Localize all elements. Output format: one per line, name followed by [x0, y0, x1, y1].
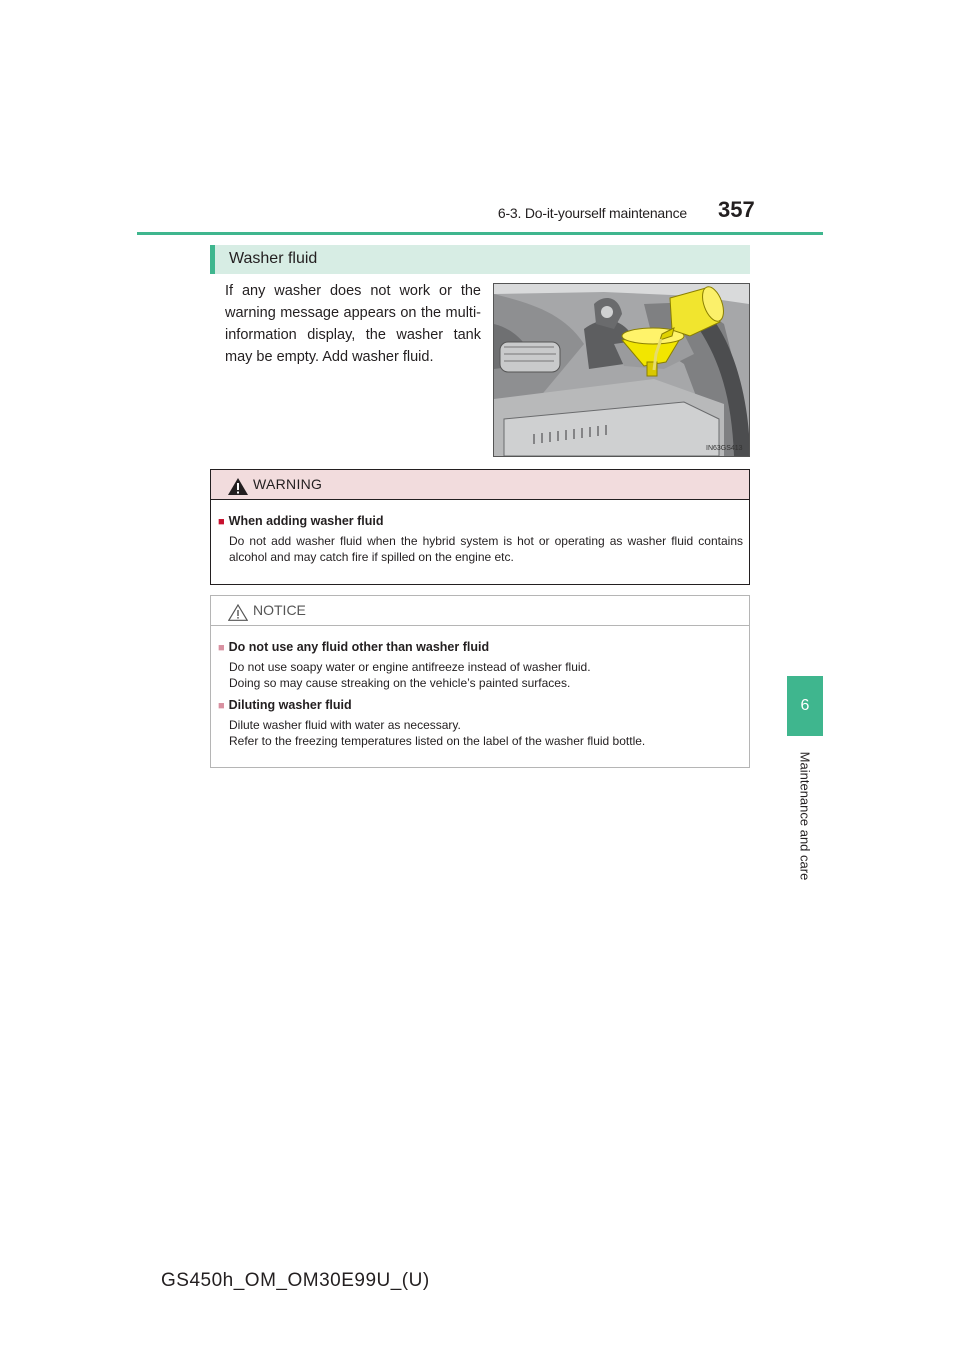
notice-item [218, 698, 743, 749]
notice-item-text [229, 717, 743, 749]
warning-icon [228, 478, 248, 495]
notice-line: Refer to the freezing temperatures listed on the label of the washer fluid bottle. [229, 734, 646, 748]
section-title: Washer fluid [229, 250, 318, 267]
warning-item-text: Do not add washer fluid when the hybrid system is hot or operating as washer fluid contains alcohol and may catch fire if spilled on the engine etc. [229, 534, 743, 564]
chapter-label: Maintenance and care [797, 751, 813, 881]
notice-line: Doing so may cause streaking on the vehicle’s painted surfaces. [229, 676, 571, 690]
warning-item [218, 514, 743, 565]
warning-header [211, 470, 749, 500]
footer-document-code: GS450h_OM_OM30E99U_(U) [161, 1270, 430, 1291]
notice-line: Do not use soapy water or engine antifreeze instead of washer fluid. [229, 660, 591, 674]
notice-title: NOTICE [253, 602, 306, 618]
notice-item-heading [218, 640, 743, 654]
chapter-tab: 6 [787, 676, 823, 736]
pink-square-bullet-icon: ■ [218, 642, 225, 654]
notice-item-heading-text: Diluting washer fluid [228, 698, 352, 712]
caution-icon [228, 604, 248, 621]
header-rule [137, 232, 823, 235]
image-code: IN63GS413 [706, 445, 743, 452]
header-section-title: 6-3. Do-it-yourself maintenance [497, 205, 687, 221]
notice-item-text [229, 659, 743, 691]
section-header-bar [210, 245, 750, 274]
notice-item-heading [218, 698, 743, 712]
page-number: 357 [718, 197, 755, 222]
notice-line: Dilute washer fluid with water as necessary. [229, 718, 461, 732]
red-square-bullet-icon: ■ [218, 516, 225, 528]
warning-item-heading [218, 514, 743, 528]
notice-item [218, 640, 743, 691]
warning-box [210, 469, 750, 585]
warning-item-heading-text: When adding washer fluid [228, 514, 384, 528]
pink-square-bullet-icon: ■ [218, 700, 225, 712]
section-body-text: If any washer does not work or the warning message appears on the multi-information display, the washer tank may be empty. Add washer fluid. [225, 283, 481, 365]
washer-fluid-illustration [493, 283, 750, 457]
notice-box [210, 595, 750, 768]
notice-header [211, 596, 749, 626]
notice-item-heading-text: Do not use any fluid other than washer fluid [228, 640, 490, 654]
warning-title: WARNING [253, 476, 323, 492]
